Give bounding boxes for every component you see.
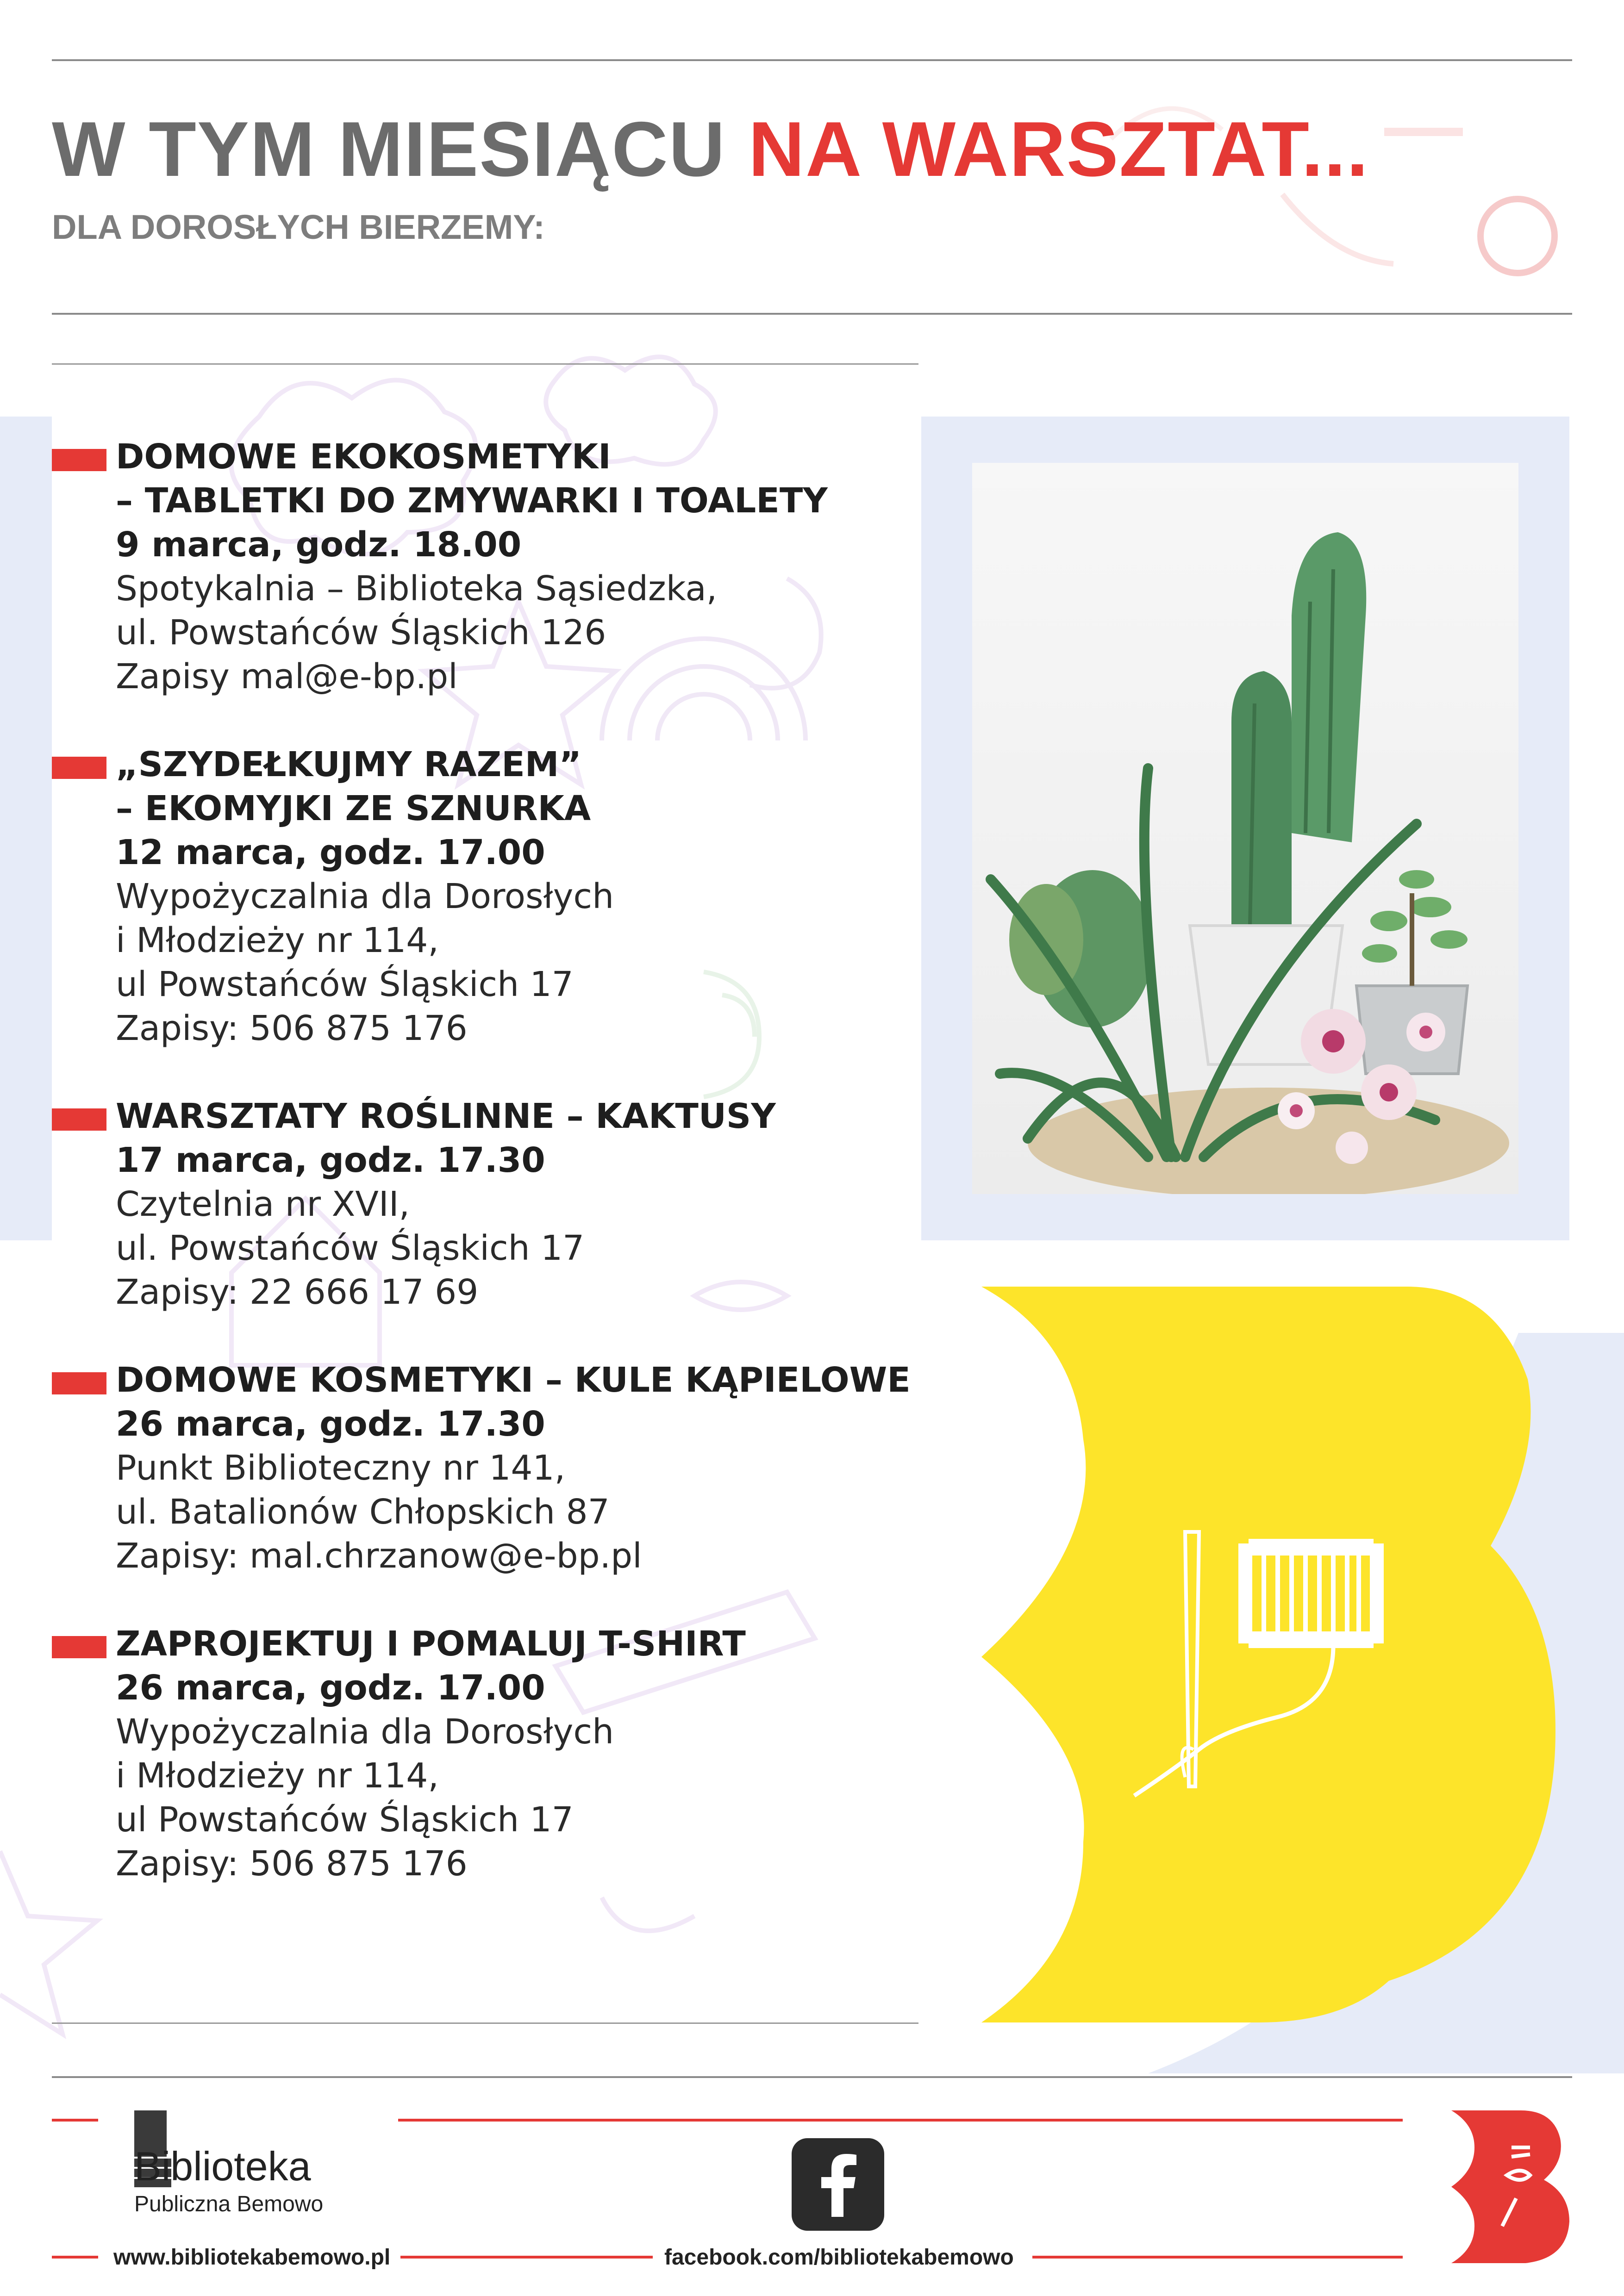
footer-red-line [52, 2256, 98, 2259]
event-1 [116, 435, 912, 699]
event-date: 26 marca, godz. 17.00 [116, 1668, 545, 1708]
event-detail: Wypożyczalnia dla Dorosłych [116, 1712, 614, 1752]
title-accent: NA WARSZTAT... [748, 106, 1369, 193]
event-marker [52, 757, 106, 779]
library-logo-name: Biblioteka [134, 2143, 311, 2189]
event-title-line: ZAPROJEKTUJ I POMALUJ T-SHIRT [116, 1624, 746, 1664]
footer-red-line [398, 2119, 1403, 2122]
event-title-line: „SZYDEŁKUJMY RAZEM” [116, 745, 582, 784]
event-marker [52, 1636, 106, 1658]
brand-b-logo [1451, 2110, 1572, 2263]
event-title-line: WARSZTATY ROŚLINNE – KAKTUSY [116, 1096, 776, 1136]
event-date: 26 marca, godz. 17.30 [116, 1404, 545, 1444]
yellow-b-graphic [981, 1287, 1555, 2022]
event-3 [116, 1095, 912, 1314]
library-logo-subtitle: Publiczna Bemowo [134, 2192, 324, 2216]
page-subtitle: DLA DOROSŁYCH BIERZEMY: [52, 208, 545, 246]
page-title [52, 105, 1369, 194]
list-top-rule [52, 363, 918, 365]
event-detail: Zapisy: 506 875 176 [116, 1844, 468, 1884]
title-main: W TYM MIESIĄCU [52, 106, 749, 193]
list-bottom-rule [52, 2022, 918, 2024]
event-detail: Zapisy: mal.chrzanow@e-bp.pl [116, 1536, 642, 1576]
event-title-line: DOMOWE KOSMETYKI – KULE KĄPIELOWE [116, 1360, 911, 1400]
footer-red-line [400, 2256, 653, 2259]
facebook-link[interactable]: facebook.com/bibliotekabemowo [664, 2245, 1014, 2270]
footer-top-rule [52, 2076, 1572, 2078]
footer-red-line [1032, 2256, 1403, 2259]
event-marker [52, 1108, 106, 1131]
event-detail: Zapisy: 22 666 17 69 [116, 1272, 479, 1312]
facebook-icon[interactable] [792, 2138, 884, 2231]
header-bottom-rule [52, 313, 1572, 315]
website-link[interactable]: www.bibliotekabemowo.pl [113, 2245, 391, 2270]
event-detail: Spotykalnia – Biblioteka Sąsiedzka, [116, 569, 718, 609]
cactus-photo [972, 463, 1518, 1194]
event-detail: Wypożyczalnia dla Dorosłych [116, 877, 614, 916]
event-detail: ul Powstańców Śląskich 17 [116, 964, 574, 1004]
event-detail: Czytelnia nr XVII, [116, 1184, 410, 1224]
event-detail: ul Powstańców Śląskich 17 [116, 1800, 574, 1840]
event-detail: Zapisy mal@e-bp.pl [116, 657, 458, 697]
event-detail: i Młodzieży nr 114, [116, 1756, 439, 1796]
event-marker [52, 1372, 106, 1394]
footer-red-line [52, 2119, 98, 2122]
event-detail: ul. Powstańców Śląskich 17 [116, 1228, 585, 1268]
event-detail: Punkt Biblioteczny nr 141, [116, 1448, 566, 1488]
left-blue-strip [0, 417, 52, 1240]
event-detail: i Młodzieży nr 114, [116, 921, 439, 960]
event-2 [116, 743, 912, 1051]
event-date: 9 marca, godz. 18.00 [116, 525, 522, 565]
event-date: 12 marca, godz. 17.00 [116, 833, 545, 872]
event-detail: ul. Powstańców Śląskich 126 [116, 613, 606, 653]
event-marker [52, 449, 106, 471]
event-date: 17 marca, godz. 17.30 [116, 1140, 545, 1180]
event-detail: ul. Batalionów Chłopskich 87 [116, 1492, 610, 1532]
event-title-line: – TABLETKI DO ZMYWARKI I TOALETY [116, 481, 828, 521]
event-title-line: – EKOMYJKI ZE SZNURKA [116, 789, 591, 828]
header-top-rule [52, 59, 1572, 61]
event-4 [116, 1358, 912, 1578]
event-detail: Zapisy: 506 875 176 [116, 1008, 468, 1048]
event-title-line: DOMOWE EKOKOSMETYKI [116, 437, 611, 477]
event-5 [116, 1622, 912, 1886]
